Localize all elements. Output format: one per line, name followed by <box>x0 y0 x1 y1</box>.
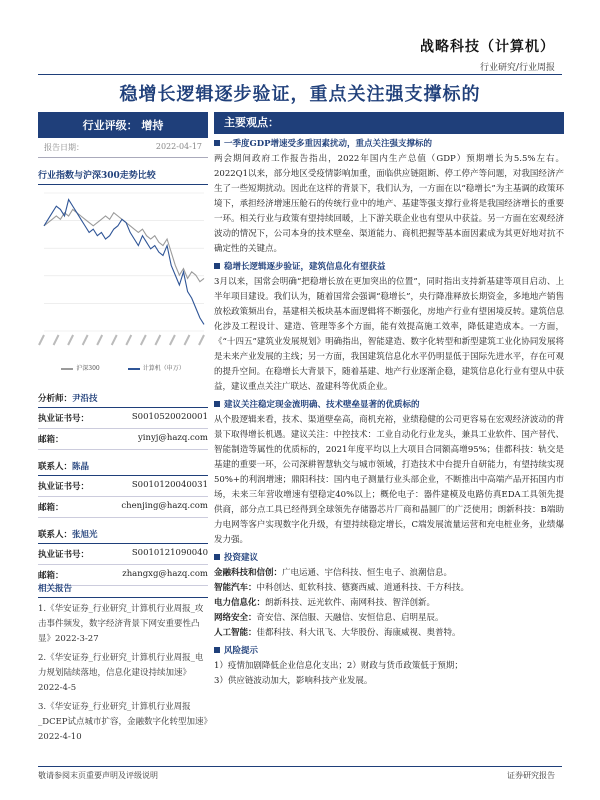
header-divider <box>38 74 562 75</box>
date-value: 2022-04-17 <box>155 142 202 151</box>
legend-item-computer: 计算机（申万） <box>128 363 185 372</box>
rating-box: 行业评级： 增持 <box>38 112 208 138</box>
date-label: 报告日期： <box>44 143 84 152</box>
analyst-3-email: 邮箱： zhangxg@hazq.com <box>38 565 208 586</box>
related-item[interactable]: 2.《华安证券_行业研究_计算机行业周报_电力规划陆续落地，信息化建设持续加速》2022-4-5 <box>38 653 204 693</box>
analyst-2-email: 邮箱： chenjing@hazq.com <box>38 497 208 518</box>
square-bullet-icon <box>214 401 220 407</box>
square-bullet-icon <box>214 647 220 653</box>
analyst-2-cert: 执业证书号： S0010120040031 <box>38 476 208 497</box>
risk-item: 3）供应链波动加大，影响科技产业发展。 <box>214 676 373 686</box>
section-1-body: 两会期间政府工作报告指出，2022年国内生产总值（GDP）预期增长为5.5%左右。2022Q1以来，部分地区受疫情影响加重，面临供应链阻断、停工停产等问题，对我国经济产生了一些短期扰动。因此在这样的背景下，我们认为，一方面在以“稳增长”为主基调的政策环境下，承担经济增速压舱石的传统行业中的地产、基建等强支撑行业将是我国经济增长的重要一环。相关行业与政策有望持续回暖，上下游关联企业也有望从中获益。另一方面在宏观经济波动的情况下，公司本身的技术壁垒、渠道能力、商机把握等基本面因素成为其更好地对抗不确定性的关键点。 <box>214 154 564 254</box>
section-2-body: 3月以来，国常会明确“把稳增长放在更加突出的位置”，同时指出支持新基建等项目启动、上半年项目建设。我们认为，随着国常会强调“稳增长”，央行降准释放长期资金，多地地产销售放松政策频出台，基建相关板块基本面逻辑将不断强化，房地产行业有望困境反转。建筑信息化涉及工程设计、建造、管理等多个方面，能有效提高施工效率，降低建造成本。一方面，《“十四五”建筑业发展规划》明确指出，智能建造、数字化转型和新型建筑工业化协同发展将是未来产业发展的主线；另一方面，我国建筑信息化水平仍明显低于国际先进水平，存在可观的提升空间。在稳增长大背景下，随着基建、地产行业逐渐企稳，建筑信息化行业有望从中获益，建议重点关注广联达、盈建科等优质企业。 <box>214 277 564 392</box>
series-line-1 <box>44 200 204 325</box>
x-tick-mark <box>170 335 175 345</box>
analyst-2-header: 联系人：陈晶 <box>38 456 208 476</box>
section-2-heading: 稳增长逻辑逐步验证，建筑信息化有望获益 <box>214 260 564 275</box>
section-3-body: 从个股逻辑来看，技术、渠道壁垒高，商机充裕，业绩稳健的公司更容易在宏观经济波动的背景下取得增长机遇。建议关注：中控技术：工业自动化行业龙头，兼具工业软件、国产替代、智能制造等属性的优质标的，2021年度平均以上大项目合同额高增95%；佳都科技：轨交是基建的重要一环，公司深耕智慧轨交与城市领域，打造技术中台提升自研能力，有望持续实现50%+的利润增速；鼎阳科技：国内电子测量行业头部企业，不断推出中高端产品开拓国内市场，未来三年营收增速有望稳定40%以上；概伦电子：器件建模及电路仿真EDA工具领先提供商，部分点工具已经得到全球领先存储器芯片厂商和晶圆厂的广泛使用；朗新科技：B端助力电网等客户实现数字化升级，有望持续稳定增长，C端发展流量运营和充电桩业务，业绩爆发力强。 <box>214 415 564 545</box>
index-chart <box>38 187 208 361</box>
related-item[interactable]: 1.《华安证券_行业研究_计算机行业周报_攻击事件频发，数字经济背景下网安重要性凸显》2022-3-27 <box>38 604 204 644</box>
invest-row: 电力信息化：朗新科技、远光软件、南网科技、智洋创新。 <box>214 598 436 608</box>
analyst-3-cert: 执业证书号： S0010121090040 <box>38 544 208 565</box>
analyst-1-email: 邮箱： yinyj@hazq.com <box>38 429 208 450</box>
chart-heading: 行业指数与沪深300走势比较 <box>38 168 208 185</box>
left-column <box>38 112 208 586</box>
line-chart-svg <box>38 187 208 357</box>
x-tick-mark <box>199 335 204 345</box>
x-tick-mark <box>97 335 102 345</box>
x-tick-mark <box>141 335 146 345</box>
section-1-heading: 一季度GDP增速受多重因素扰动，重点关注强支撑标的 <box>214 137 564 152</box>
page-title: 稳增长逻辑逐步验证，重点关注强支撑标的 <box>119 84 481 105</box>
square-bullet-icon <box>214 140 220 146</box>
main-views <box>214 112 564 689</box>
x-tick-mark <box>39 335 44 345</box>
legend-item-hs300: 沪深300 <box>61 363 99 372</box>
invest-row: 智能汽车：中科创达、虹软科技、德赛西威、道通科技、千方科技。 <box>214 583 470 593</box>
section-4-heading: 投资建议 <box>214 551 564 566</box>
square-bullet-icon <box>214 554 220 560</box>
x-tick-mark <box>83 335 88 345</box>
header <box>420 36 555 73</box>
related-reports <box>38 582 208 745</box>
invest-row: 网络安全：奇安信、深信服、天融信、安恒信息、启明星辰。 <box>214 613 444 623</box>
footer-divider <box>38 766 562 767</box>
risk-item: 1）疫情加剧降低企业信息化支出；2）财政与货币政策低于预期； <box>214 661 463 671</box>
analyst-1-cert: 执业证书号： S0010520020001 <box>38 408 208 429</box>
invest-row: 人工智能：佳都科技、科大讯飞、大华股份、海康威视、奥普特。 <box>214 628 461 638</box>
x-tick-mark <box>126 335 131 345</box>
square-bullet-icon <box>214 263 220 269</box>
report-date-row <box>38 138 208 158</box>
analyst-1-header: 分析师：尹沿技 <box>38 388 208 408</box>
related-item[interactable]: 3.《华安证券_行业研究_计算机行业周报_DCEP试点城市扩容，金融数字化转型加速》2022-4-10 <box>38 702 208 742</box>
chart-legend <box>38 363 208 372</box>
related-heading: 相关报告 <box>38 582 208 598</box>
footer-disclaimer: 敬请参阅末页重要声明及评级说明 <box>38 771 158 780</box>
analyst-3-header: 联系人：张旭光 <box>38 524 208 544</box>
footer-label: 证券研究报告 <box>507 771 555 780</box>
x-tick-mark <box>68 335 73 345</box>
x-tick-mark <box>112 335 117 345</box>
x-tick-mark <box>54 335 59 345</box>
brand-title: 战略科技（计算机） <box>420 39 555 55</box>
section-5-heading: 风险提示 <box>214 644 564 659</box>
views-heading: 主要观点： <box>214 112 564 134</box>
x-tick-mark <box>155 335 160 345</box>
x-tick-mark <box>184 335 189 345</box>
invest-row: 金融科技和信创：广电运通、宇信科技、恒生电子、浪潮信息。 <box>214 568 453 578</box>
report-type: 行业研究/行业周报 <box>479 63 555 73</box>
section-3-heading: 建议关注稳定现金流明确、技术壁垒显著的优质标的 <box>214 398 564 413</box>
analyst-list <box>38 388 208 586</box>
